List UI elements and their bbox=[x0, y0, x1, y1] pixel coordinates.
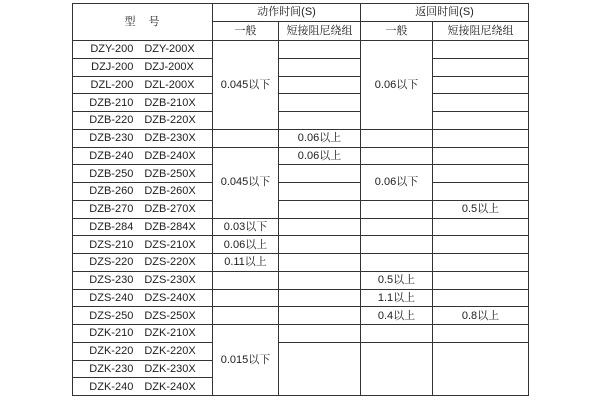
cell-action-damped-winding: 0.06以上 bbox=[279, 147, 361, 165]
header-return-damped-winding: 短接阻尼绕组 bbox=[433, 22, 529, 41]
model-name: DZS-240X bbox=[144, 291, 196, 304]
cell-action-general: 0.045以下 bbox=[213, 41, 279, 130]
model-name: DZB-284X bbox=[144, 220, 196, 233]
header-return-time: 返回时间(S) bbox=[361, 4, 529, 22]
cell-action-damped-winding bbox=[279, 325, 361, 343]
model-cell bbox=[73, 325, 213, 343]
model-name: DZB-250 bbox=[89, 167, 134, 180]
table-row bbox=[73, 271, 529, 289]
model-cell bbox=[73, 360, 213, 378]
model-cell bbox=[73, 76, 213, 94]
cell-return-general: 0.06以下 bbox=[361, 41, 433, 130]
cell-return-general: 0.5以上 bbox=[361, 271, 433, 289]
model-name: DZY-200 bbox=[90, 43, 134, 56]
cell-action-damped-winding bbox=[279, 254, 361, 272]
cell-return-damped-winding bbox=[433, 147, 529, 165]
cell-return-general bbox=[361, 325, 433, 343]
cell-action-damped-winding bbox=[279, 200, 361, 218]
cell-return-general: 0.06以下 bbox=[361, 165, 433, 201]
table-row bbox=[73, 289, 529, 307]
table-row bbox=[73, 342, 529, 360]
model-cell bbox=[73, 236, 213, 254]
cell-action-general: 0.015以下 bbox=[213, 325, 279, 396]
model-name: DZK-230 bbox=[89, 362, 134, 375]
cell-action-damped-winding bbox=[279, 58, 361, 76]
cell-action-damped-winding bbox=[279, 112, 361, 130]
model-name: DZK-240 bbox=[89, 380, 134, 393]
cell-return-general bbox=[361, 147, 433, 165]
model-name: DZB-240 bbox=[89, 149, 134, 162]
model-cell bbox=[73, 254, 213, 272]
model-name: DZB-230 bbox=[89, 132, 134, 145]
cell-action-damped-winding bbox=[279, 41, 361, 59]
model-name: DZB-250X bbox=[144, 167, 196, 180]
table-row bbox=[73, 41, 529, 59]
cell-action-damped-winding bbox=[279, 271, 361, 289]
cell-return-general bbox=[361, 218, 433, 236]
model-cell bbox=[73, 112, 213, 130]
cell-action-damped-winding bbox=[279, 342, 361, 395]
cell-return-damped-winding bbox=[433, 94, 529, 112]
header-action-damped-winding: 短接阻尼绕组 bbox=[279, 22, 361, 41]
table-row bbox=[73, 129, 529, 147]
model-name: DZL-200 bbox=[90, 78, 134, 91]
table-row bbox=[73, 112, 529, 130]
model-name: DZB-240X bbox=[144, 149, 196, 162]
model-name: DZS-230X bbox=[144, 274, 196, 287]
cell-return-damped-winding bbox=[433, 289, 529, 307]
model-cell bbox=[73, 378, 213, 396]
model-name: DZS-250 bbox=[89, 309, 134, 322]
model-name: DZK-220 bbox=[89, 345, 134, 358]
cell-action-general bbox=[213, 129, 279, 147]
table-row bbox=[73, 183, 529, 201]
model-cell bbox=[73, 307, 213, 325]
model-cell bbox=[73, 342, 213, 360]
model-name: DZK-210X bbox=[144, 327, 196, 340]
cell-return-damped-winding: 0.5以上 bbox=[433, 200, 529, 218]
model-name: DZS-220 bbox=[89, 256, 134, 269]
model-name: DZK-240X bbox=[144, 380, 196, 393]
model-cell bbox=[73, 218, 213, 236]
model-cell bbox=[73, 289, 213, 307]
model-name: DZB-270X bbox=[144, 203, 196, 216]
header-row-1 bbox=[73, 4, 529, 22]
cell-return-general bbox=[361, 129, 433, 147]
table-row bbox=[73, 200, 529, 218]
model-cell bbox=[73, 271, 213, 289]
table-row bbox=[73, 165, 529, 183]
table-row bbox=[73, 218, 529, 236]
cell-return-damped-winding bbox=[433, 254, 529, 272]
cell-return-damped-winding bbox=[433, 342, 529, 395]
model-name: DZB-220 bbox=[89, 114, 134, 127]
cell-return-damped-winding bbox=[433, 325, 529, 343]
cell-action-damped-winding bbox=[279, 94, 361, 112]
cell-action-general bbox=[213, 289, 279, 307]
model-name: DZS-240 bbox=[89, 291, 134, 304]
model-cell bbox=[73, 58, 213, 76]
cell-action-general bbox=[213, 271, 279, 289]
cell-return-damped-winding bbox=[433, 183, 529, 201]
table-row bbox=[73, 94, 529, 112]
cell-action-general: 0.06以上 bbox=[213, 236, 279, 254]
model-name: DZB-210 bbox=[89, 96, 134, 109]
model-cell bbox=[73, 41, 213, 59]
cell-action-general bbox=[213, 307, 279, 325]
model-name: DZK-210 bbox=[89, 327, 134, 340]
model-name: DZY-200X bbox=[144, 43, 195, 56]
model-name: DZS-220X bbox=[144, 256, 196, 269]
model-name: DZB-220X bbox=[144, 114, 196, 127]
header-action-time: 动作时间(S) bbox=[213, 4, 361, 22]
cell-action-damped-winding bbox=[279, 307, 361, 325]
cell-action-damped-winding bbox=[279, 76, 361, 94]
table-row bbox=[73, 76, 529, 94]
model-cell bbox=[73, 94, 213, 112]
model-name: DZB-270 bbox=[89, 203, 134, 216]
header-model: 型 号 bbox=[73, 4, 213, 41]
cell-return-general bbox=[361, 236, 433, 254]
model-cell bbox=[73, 129, 213, 147]
cell-action-damped-winding bbox=[279, 183, 361, 201]
table-row bbox=[73, 147, 529, 165]
model-name: DZJ-200X bbox=[144, 61, 194, 74]
table-row bbox=[73, 254, 529, 272]
cell-action-damped-winding bbox=[279, 165, 361, 183]
header-action-general: 一般 bbox=[213, 22, 279, 41]
cell-return-damped-winding bbox=[433, 129, 529, 147]
model-name: DZB-260X bbox=[144, 185, 196, 198]
model-name: DZS-250X bbox=[144, 309, 196, 322]
cell-return-damped-winding bbox=[433, 41, 529, 59]
model-name: DZS-230 bbox=[89, 274, 134, 287]
cell-return-damped-winding bbox=[433, 236, 529, 254]
cell-action-damped-winding bbox=[279, 289, 361, 307]
table-row bbox=[73, 58, 529, 76]
model-cell bbox=[73, 165, 213, 183]
cell-return-damped-winding bbox=[433, 165, 529, 183]
model-name: DZB-230X bbox=[144, 132, 196, 145]
model-name: DZS-210 bbox=[89, 238, 134, 251]
cell-action-general: 0.11以上 bbox=[213, 254, 279, 272]
cell-action-general: 0.045以下 bbox=[213, 147, 279, 218]
relay-spec-table bbox=[72, 3, 529, 396]
table-row bbox=[73, 325, 529, 343]
model-name: DZL-200X bbox=[144, 78, 195, 91]
cell-return-damped-winding bbox=[433, 271, 529, 289]
cell-return-general bbox=[361, 254, 433, 272]
cell-return-damped-winding: 0.8以上 bbox=[433, 307, 529, 325]
model-name: DZB-260 bbox=[89, 185, 134, 198]
model-cell bbox=[73, 183, 213, 201]
table-row bbox=[73, 307, 529, 325]
spec-table-container bbox=[72, 3, 529, 396]
cell-return-general: 1.1以上 bbox=[361, 289, 433, 307]
cell-action-damped-winding bbox=[279, 236, 361, 254]
table-row bbox=[73, 236, 529, 254]
cell-return-general bbox=[361, 200, 433, 218]
model-cell bbox=[73, 147, 213, 165]
cell-action-damped-winding bbox=[279, 218, 361, 236]
model-name: DZS-210X bbox=[144, 238, 196, 251]
model-name: DZK-220X bbox=[144, 345, 196, 358]
model-name: DZK-230X bbox=[144, 362, 196, 375]
model-name: DZB-210X bbox=[144, 96, 196, 109]
cell-return-damped-winding bbox=[433, 58, 529, 76]
model-name: DZJ-200 bbox=[91, 61, 134, 74]
cell-return-damped-winding bbox=[433, 76, 529, 94]
model-name: DZB-284 bbox=[89, 220, 134, 233]
cell-return-damped-winding bbox=[433, 218, 529, 236]
header-return-general: 一般 bbox=[361, 22, 433, 41]
model-cell bbox=[73, 200, 213, 218]
cell-return-general bbox=[361, 342, 433, 395]
cell-return-damped-winding bbox=[433, 112, 529, 130]
cell-action-general: 0.03以下 bbox=[213, 218, 279, 236]
cell-action-damped-winding: 0.06以上 bbox=[279, 129, 361, 147]
cell-return-general: 0.4以上 bbox=[361, 307, 433, 325]
